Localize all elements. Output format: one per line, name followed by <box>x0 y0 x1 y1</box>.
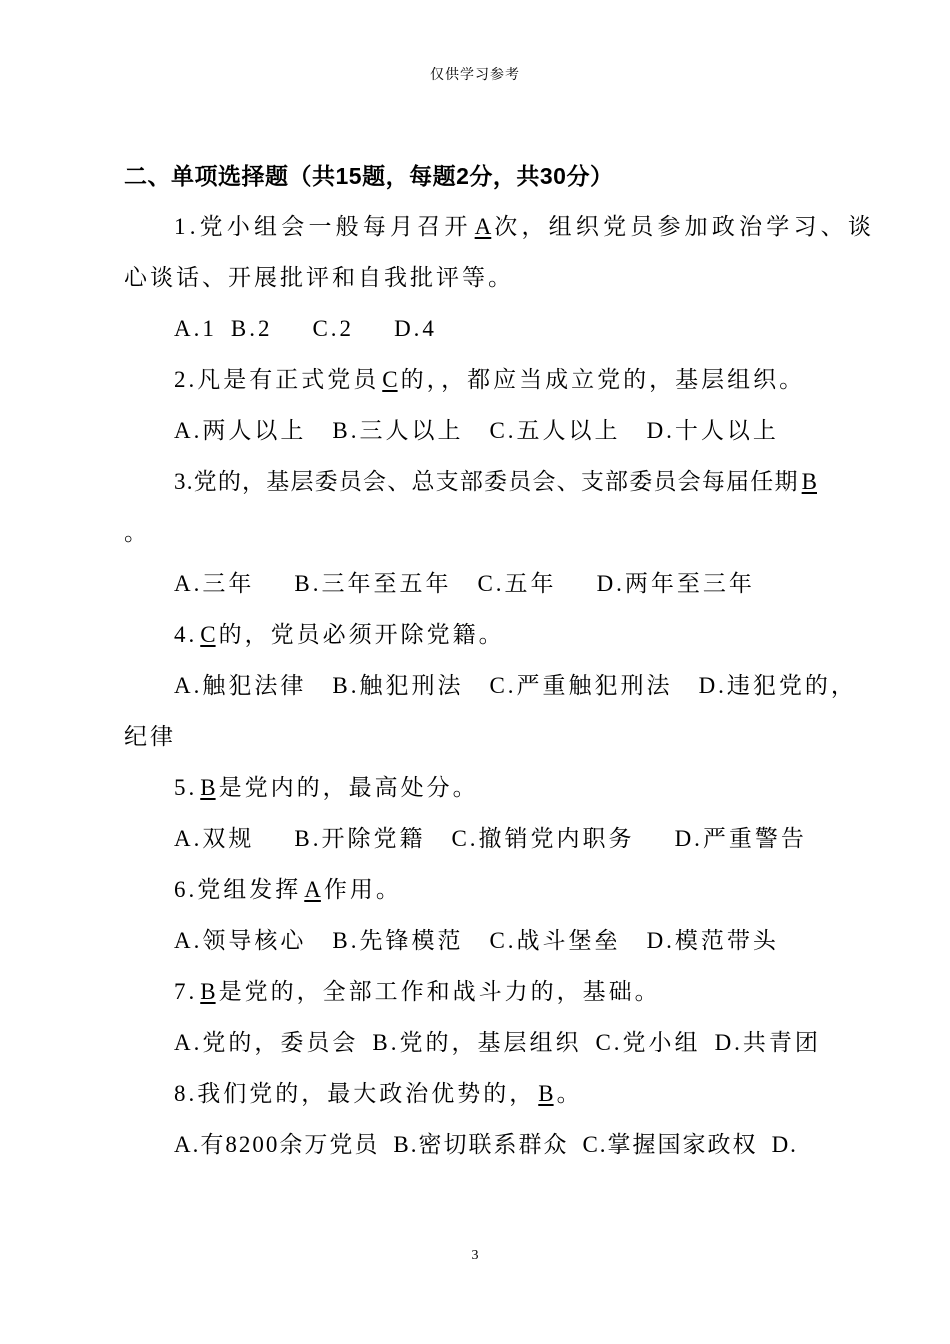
answer-blank: C <box>382 367 398 392</box>
question-text: 7. <box>174 979 198 1004</box>
question-text: 5. <box>174 775 198 800</box>
question-7-options <box>124 1026 830 1077</box>
option-d: D.严重警告 <box>674 826 807 851</box>
option-d: D.十人以上 <box>646 418 779 443</box>
answer-blank: B <box>200 979 216 1004</box>
question-text: 8.我们党的，最大政治优势的， <box>174 1081 536 1106</box>
option-c: C.严重触犯刑法 <box>489 673 673 698</box>
question-text: 的，，都应当成立党的，基层组织。 <box>400 367 806 392</box>
option-b: B.2 <box>230 316 273 341</box>
question-8 <box>124 1077 830 1128</box>
option-a: A.两人以上 <box>174 418 307 443</box>
option-d: D.两年至三年 <box>596 571 755 596</box>
option-a: A.触犯法律 <box>174 673 307 698</box>
option-b: B.密切联系群众 <box>393 1132 569 1157</box>
question-text: 的，党员必须开除党籍。 <box>218 622 505 647</box>
question-text: 4. <box>174 622 198 647</box>
option-c: C.五年 <box>477 571 557 596</box>
document-body <box>124 158 876 1179</box>
question-text: 1.党小组会一般每月召开 <box>174 214 472 239</box>
option-b: B.党的，基层组织 <box>372 1030 582 1055</box>
option-b: B.三年至五年 <box>294 571 452 596</box>
question-3 <box>124 465 830 516</box>
option-a: A.三年 <box>174 571 255 596</box>
question-5-options <box>124 822 830 873</box>
question-1 <box>124 210 876 261</box>
option-b: B.先锋模范 <box>332 928 464 953</box>
question-7 <box>124 975 830 1026</box>
option-d: D.共青团 <box>714 1030 821 1055</box>
section-title: 二、单项选择题（共15题，每题2分，共30分） <box>124 163 614 189</box>
question-6 <box>124 873 830 924</box>
option-c: C.撤销党内职务 <box>451 826 635 851</box>
option-a: A.领导核心 <box>174 928 307 953</box>
answer-blank: B <box>200 775 216 800</box>
question-5 <box>124 771 830 822</box>
question-3-options <box>124 567 830 618</box>
option-d: D.4 <box>394 316 437 341</box>
question-text: 是党的，全部工作和战斗力的，基础。 <box>218 979 661 1004</box>
answer-blank: A <box>474 214 492 239</box>
question-text: 作用。 <box>323 877 402 902</box>
question-2-options <box>124 414 830 465</box>
option-d: D.违犯党的， <box>698 673 857 698</box>
option-b: B.触犯刑法 <box>332 673 464 698</box>
option-c: C.战斗堡垒 <box>489 928 621 953</box>
question-2 <box>124 363 830 414</box>
question-text: 6.党组发挥 <box>174 877 302 902</box>
question-1-continuation: 心谈话、开展批评和自我批评等。 <box>124 265 514 290</box>
option-a: A.有8200余万党员 <box>174 1132 380 1157</box>
question-text: 2.凡是有正式党员 <box>174 367 380 392</box>
question-text: 。 <box>556 1081 583 1106</box>
question-3-continuation: 。 <box>124 520 150 545</box>
option-b: B.三人以上 <box>332 418 464 443</box>
question-4-options-continuation: 纪律 <box>124 724 176 749</box>
option-d: D.模范带头 <box>646 928 779 953</box>
answer-blank: B <box>801 469 817 494</box>
option-c: C.2 <box>312 316 355 341</box>
question-text: 是党内的，最高处分。 <box>218 775 479 800</box>
page-number: 3 <box>471 1248 479 1263</box>
page-header: 仅供学习参考 <box>430 68 520 83</box>
answer-blank: B <box>538 1081 554 1106</box>
answer-blank: C <box>200 622 216 647</box>
option-a: A.双规 <box>174 826 255 851</box>
question-4-options <box>124 669 857 720</box>
option-a: A.党的，委员会 <box>174 1030 359 1055</box>
option-c: C.掌握国家政权 <box>582 1132 758 1157</box>
question-8-options <box>124 1128 830 1179</box>
question-1-options <box>124 312 830 363</box>
question-text: 次，组织党员参加政治学习、谈 <box>494 214 876 239</box>
option-b: B.开除党籍 <box>294 826 426 851</box>
question-text: 3.党的，基层委员会、总支部委员会、支部委员会每届任期 <box>174 469 799 494</box>
question-4 <box>124 618 830 669</box>
answer-blank: A <box>304 877 321 902</box>
option-c: C.五人以上 <box>489 418 621 443</box>
option-a: A.1 <box>174 316 217 341</box>
option-d: D. <box>771 1132 798 1157</box>
option-c: C.党小组 <box>595 1030 701 1055</box>
question-6-options <box>124 924 830 975</box>
